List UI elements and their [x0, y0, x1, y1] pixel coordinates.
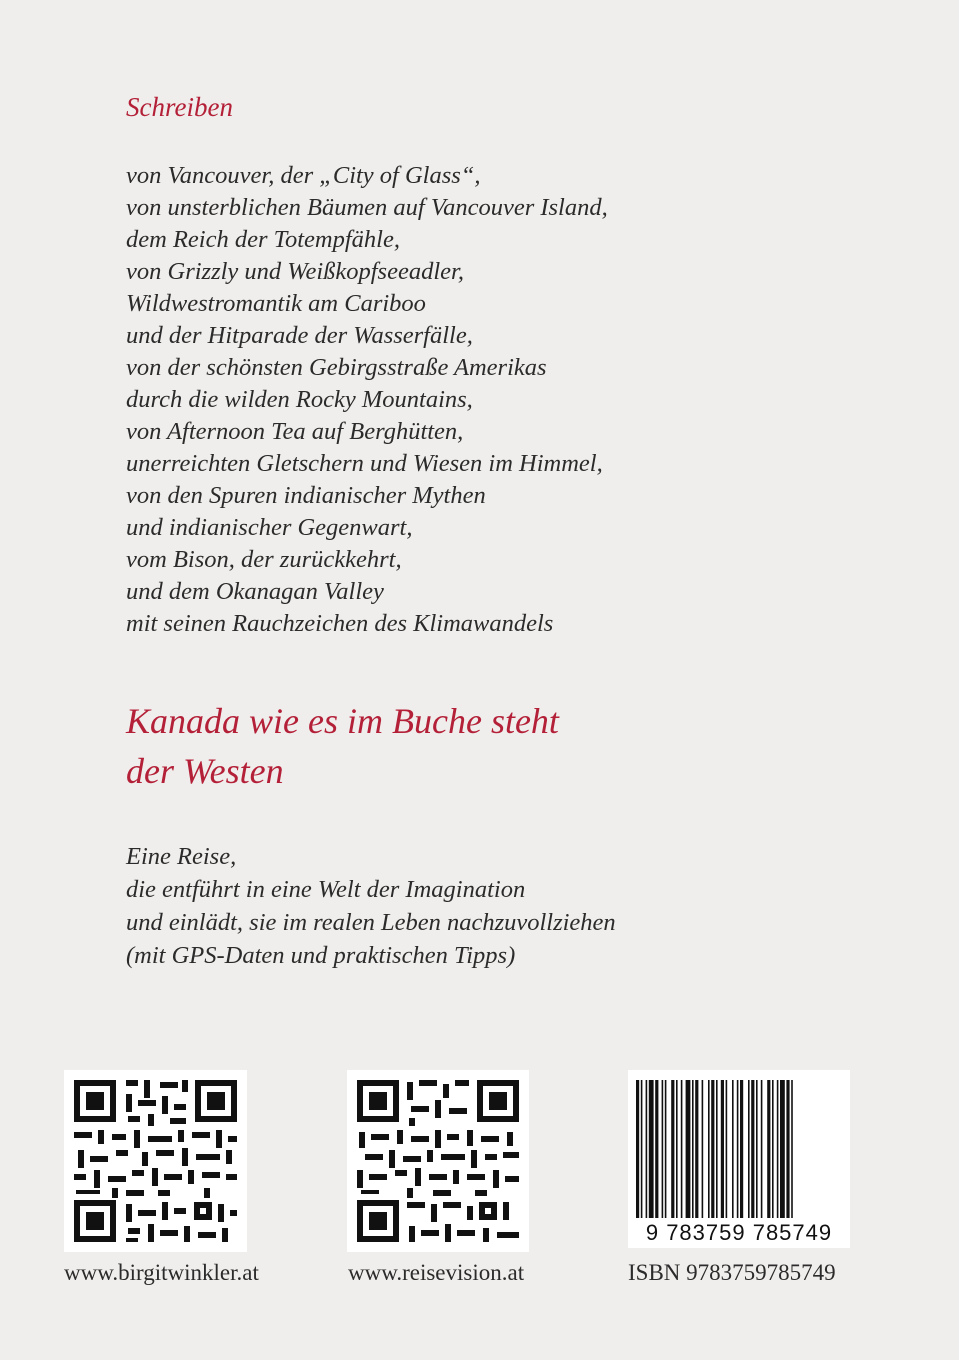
poem-line: von Afternoon Tea auf Berghütten, [126, 418, 464, 445]
poem-line: von der schönsten Gebirgsstraße Amerikas [126, 354, 547, 381]
intro-line: und einlädt, sie im realen Leben nachzuvollziehen [126, 909, 616, 936]
poem-line: von unsterblichen Bäumen auf Vancouver Island, [126, 194, 608, 221]
poem-line: Wildwestromantik am Cariboo [126, 290, 426, 317]
qr-code-reisevision [347, 1070, 529, 1252]
poem-line: und dem Okanagan Valley [126, 578, 384, 605]
book-title [126, 696, 559, 796]
qr-code-icon [64, 1070, 247, 1252]
poem-line: und indianischer Gegenwart, [126, 514, 413, 541]
book-subtitle-line: der Westen [126, 751, 284, 791]
barcode-digits: 9 783759 785749 [645, 1220, 833, 1245]
poem-line: von Grizzly und Weißkopfseeadler, [126, 258, 464, 285]
isbn-barcode [628, 1070, 850, 1248]
poem-line: durch die wilden Rocky Mountains, [126, 386, 473, 413]
poem-line: von Vancouver, der „City of Glass“, [126, 162, 481, 189]
intro-text [126, 840, 616, 972]
poem-line: mit seinen Rauchzeichen des Klimawandels [126, 610, 554, 637]
poem-line: von den Spuren indianischer Mythen [126, 482, 486, 509]
isbn-caption: ISBN 9783759785749 [628, 1260, 836, 1285]
qr1-caption-link[interactable]: www.birgitwinkler.at [64, 1260, 259, 1285]
qr-code-icon [347, 1070, 529, 1252]
intro-line: (mit GPS-Daten und praktischen Tipps) [126, 942, 516, 969]
book-title-line: Kanada wie es im Buche steht [126, 701, 559, 741]
poem-line: unerreichten Gletschern und Wiesen im Himmel, [126, 450, 603, 477]
poem-line: und der Hitparade der Wasserfälle, [126, 322, 473, 349]
poem-line: vom Bison, der zurückkehrt, [126, 546, 402, 573]
section-heading: Schreiben [126, 92, 233, 122]
poem-text [126, 160, 608, 640]
poem-line: dem Reich der Totempfähle, [126, 226, 400, 253]
intro-line: Eine Reise, [126, 843, 237, 870]
qr-code-birgitwinkler [64, 1070, 247, 1252]
qr2-caption-link[interactable]: www.reisevision.at [348, 1260, 525, 1285]
intro-line: die entführt in eine Welt der Imagination [126, 876, 526, 903]
